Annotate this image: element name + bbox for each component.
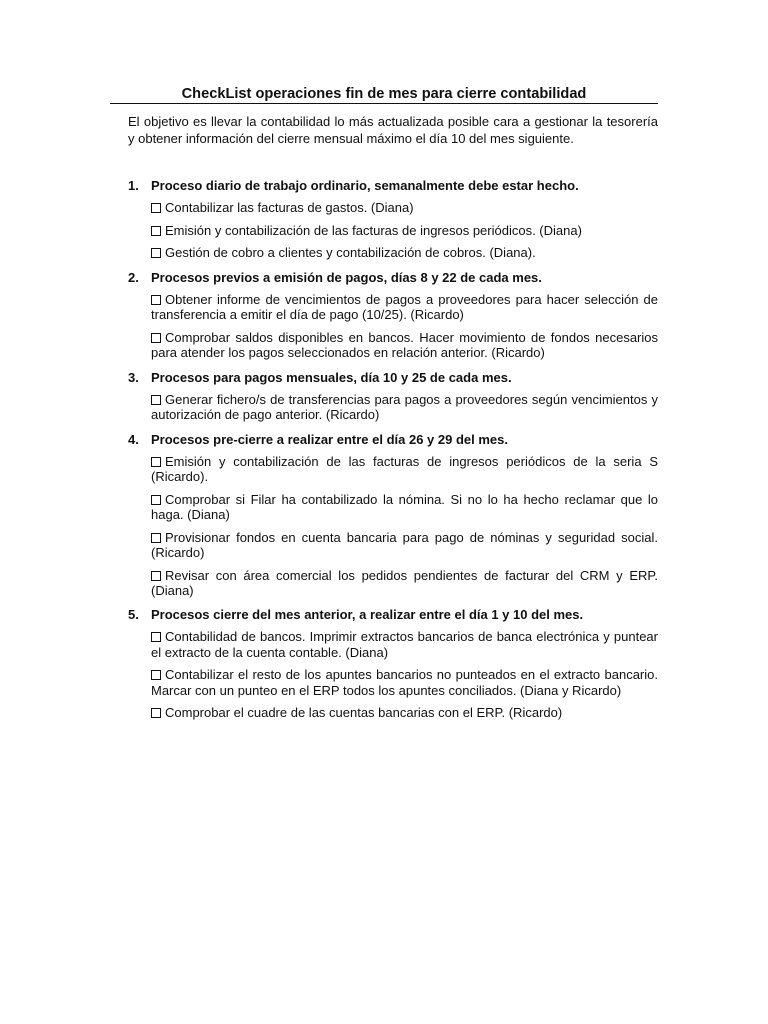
checklist-sections (128, 176, 658, 728)
checklist-item (151, 568, 658, 606)
checklist-item-text: Comprobar el cuadre de las cuentas bancarias con el ERP. (Ricardo) (165, 705, 563, 721)
section-heading (128, 176, 658, 200)
intro-paragraph: El objetivo es llevar la contabilidad lo más actualizada posible cara a gestionar la tesorería y obtener información del cierre mensual máximo el día 10 del mes siguiente. (128, 114, 658, 146)
checklist-items (128, 629, 658, 728)
document-title: CheckList operaciones fin de mes para cierre contabilidad (181, 86, 587, 102)
checklist-item (151, 705, 658, 728)
checklist-items (128, 200, 658, 268)
checkbox-icon[interactable] (151, 226, 161, 236)
checklist-item-text: Contabilizar el resto de los apuntes bancarios no punteados en el extracto bancario. Marcar con un punteo en el ERP todos los apuntes conciliados. (Diana y Ricardo) (151, 667, 658, 698)
checkbox-icon[interactable] (151, 571, 161, 581)
section-heading (128, 430, 658, 454)
checklist-items (128, 454, 658, 606)
checklist-item-text: Contabilizar las facturas de gastos. (Diana) (165, 200, 414, 215)
checklist-item (151, 629, 658, 667)
checkbox-icon[interactable] (151, 295, 161, 305)
checklist-section (128, 268, 658, 368)
checkbox-icon[interactable] (151, 533, 161, 543)
checklist-item-text: Provisionar fondos en cuenta bancaria para pago de nóminas y seguridad social. (Ricardo) (151, 529, 658, 560)
checklist-item-text: Revisar con área comercial los pedidos pendientes de facturar del CRM y ERP. (Diana) (151, 567, 658, 598)
checkbox-icon[interactable] (151, 395, 161, 405)
checklist-item (151, 492, 658, 530)
section-title: Procesos pre-cierre a realizar entre el día 26 y 29 del mes. (151, 431, 508, 447)
checklist-item-text: Contabilidad de bancos. Imprimir extractos bancarios de banca electrónica y puntear el extracto de la cuenta contable. (Diana) (151, 629, 658, 660)
section-title: Proceso diario de trabajo ordinario, semanalmente debe estar hecho. (151, 178, 579, 193)
checklist-item-text: Comprobar saldos disponibles en bancos. Hacer movimiento de fondos necesarios para atender los pagos seleccionados en relación anterior. (Ricardo) (151, 330, 658, 361)
section-number: 5. (128, 607, 139, 623)
checklist-item-text: Emisión y contabilización de las facturas de ingresos periódicos. (Diana) (165, 222, 582, 238)
section-title: Procesos cierre del mes anterior, a realizar entre el día 1 y 10 del mes. (151, 607, 584, 623)
checklist-item (151, 245, 658, 268)
checklist-section (128, 176, 658, 268)
checkbox-icon[interactable] (151, 203, 161, 213)
checkbox-icon[interactable] (151, 248, 161, 258)
checklist-item-text: Comprobar si Filar ha contabilizado la nómina. Si no lo ha hecho reclamar que lo haga. (Diana) (151, 491, 658, 522)
title-underline (110, 103, 658, 104)
checklist-items (128, 292, 658, 368)
section-number: 1. (128, 178, 139, 193)
checklist-item-text: Gestión de cobro a clientes y contabilización de cobros. (Diana). (165, 245, 536, 261)
section-heading (128, 268, 658, 292)
section-number: 3. (128, 369, 139, 385)
checklist-item-text: Emisión y contabilización de las facturas de ingresos periódicos de la seria S (Ricardo). (151, 453, 658, 485)
checklist-item (151, 200, 658, 223)
checkbox-icon[interactable] (151, 333, 161, 343)
checklist-items (128, 392, 658, 430)
checklist-item (151, 223, 658, 246)
checklist-item (151, 330, 658, 368)
section-title: Procesos previos a emisión de pagos, días 8 y 22 de cada mes. (151, 270, 542, 286)
checklist-item (151, 454, 658, 492)
section-heading (128, 368, 658, 392)
checklist-item-text: Generar fichero/s de transferencias para pagos a proveedores según vencimientos y autorización de pago anterior. (Ricardo) (151, 391, 658, 423)
checklist-section (128, 430, 658, 606)
checkbox-icon[interactable] (151, 495, 161, 505)
checklist-section (128, 605, 658, 728)
section-number: 2. (128, 270, 139, 286)
section-number: 4. (128, 431, 139, 447)
checklist-section (128, 368, 658, 430)
checklist-item (151, 530, 658, 568)
checklist-item (151, 667, 658, 705)
section-title: Procesos para pagos mensuales, día 10 y 25 de cada mes. (151, 369, 512, 385)
checkbox-icon[interactable] (151, 632, 161, 642)
section-heading (128, 605, 658, 629)
checklist-item-text: Obtener informe de vencimientos de pagos a proveedores para hacer selección de transferencia a emitir el día de pago (10/25). (Ricardo) (151, 292, 658, 323)
checkbox-icon[interactable] (151, 457, 161, 467)
checklist-item (151, 292, 658, 330)
checkbox-icon[interactable] (151, 670, 161, 680)
checklist-item (151, 392, 658, 430)
checkbox-icon[interactable] (151, 708, 161, 718)
